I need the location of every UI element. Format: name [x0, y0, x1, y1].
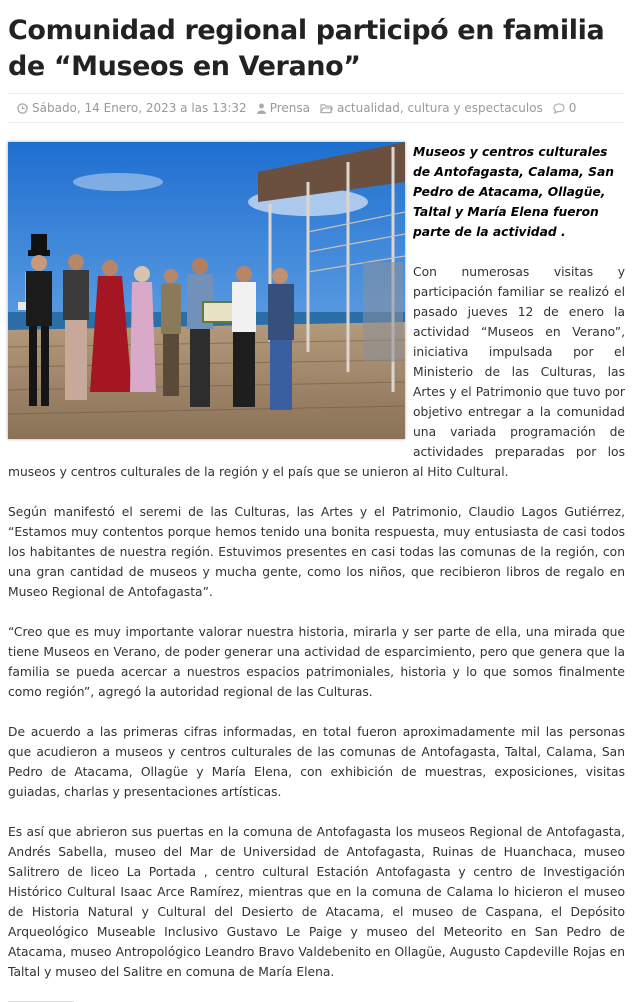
folder-icon	[320, 103, 333, 114]
category-link-cultura[interactable]: cultura y espectaculos	[407, 101, 543, 115]
comment-icon	[553, 103, 565, 114]
meta-date-text: Sábado, 14 Enero, 2023 a las 13:32	[32, 101, 247, 115]
category-link-actualidad[interactable]: actualidad	[336, 101, 400, 115]
meta-date	[17, 101, 247, 115]
article-paragraph-1: Con numerosas visitas y participación familiar se realizó el pasado jueves 12 de enero la actividad “Museos en Verano”, iniciativa impulsada por el Ministerio de las Culturas, las Artes y el Patrimonio que tuvo por objetivo entregar a la comunidad una variada programación de actividades preparadas por los museos y centros culturales de la región y el país que se unieron al Hito Cultural.	[8, 265, 625, 479]
user-icon	[257, 103, 266, 114]
article-meta	[8, 93, 625, 123]
clock-icon	[17, 103, 28, 114]
article-photo	[8, 142, 405, 439]
meta-author-link[interactable]: Prensa	[269, 101, 310, 115]
meta-comments[interactable]	[553, 101, 577, 115]
meta-author[interactable]	[257, 101, 310, 115]
article-paragraph-3: “Creo que es muy importante valorar nuestra historia, mirarla y ser parte de ella, una mirada que tiene Museos en Verano, de poder generar una actividad de esparcimiento, pero que genera que la familia se pueda acercar a nuestros espacios patrimoniales, historia y lo que somos finalmente como región”, agregó la autoridad regional de las Culturas.	[8, 625, 625, 699]
category-separator: ,	[399, 101, 408, 115]
comments-count[interactable]: 0	[568, 101, 577, 115]
article-paragraph-5: Es así que abrieron sus puertas en la comuna de Antofagasta los museos Regional de Antofagasta, Andrés Sabella, museo del Mar de Universidad de Antofagasta, Ruinas de Huanchaca, museo Salitrero de liceo La Portada , centro cultural Estación Antofagasta y centro de Investigación Histórico Cultural Isaac Arce Ramírez, mientras que en la comuna de Calama lo hicieron el museo de Historia Natural y Cultural del Desierto de Atacama, el museo de Caspana, el Depósito Arqueológico Museable Inclusivo Gustavo Le Paige y museo del Meteorito en San Pedro de Atacama, museo Antropológico Leandro Bravo Valdebenito en Ollagüe, Augusto Capdeville Rojas en Taltal y museo del Salitre en comuna de María Elena.	[8, 825, 625, 979]
article-body	[8, 142, 625, 1002]
article-paragraph-2: Según manifestó el seremi de las Culturas, las Artes y el Patrimonio, Claudio Lagos Gutiérrez, “Estamos muy contentos porque hemos tenido una bonita respuesta, muy entusiasta de casi todos los habitantes de nuestra región. Estuvimos presentes en casi todas las comunas de la región, con una gran cantidad de museos y mucha gente, como los niños, que recibieron libros de regalo en Museo Regional de Antofagasta”.	[8, 505, 625, 599]
article-title: Comunidad regional participó en familia de “Museos en Verano”	[8, 15, 605, 82]
article-paragraph-4: De acuerdo a las primeras cifras informadas, en total fueron aproximadamente mil las personas que acudieron a museos y centros culturales de las comunas de Antofagasta, Taltal, Calama, San Pedro de Atacama, Ollagüe y María Elena, con exhibición de muestras, exposiciones, visitas guiadas, charlas y presentaciones artísticas.	[8, 725, 625, 799]
meta-categories	[320, 101, 543, 115]
article-lead: Museos y centros culturales de Antofagasta, Calama, San Pedro de Atacama, Ollagüe, Taltal y María Elena fueron parte de la actividad .	[413, 145, 615, 239]
